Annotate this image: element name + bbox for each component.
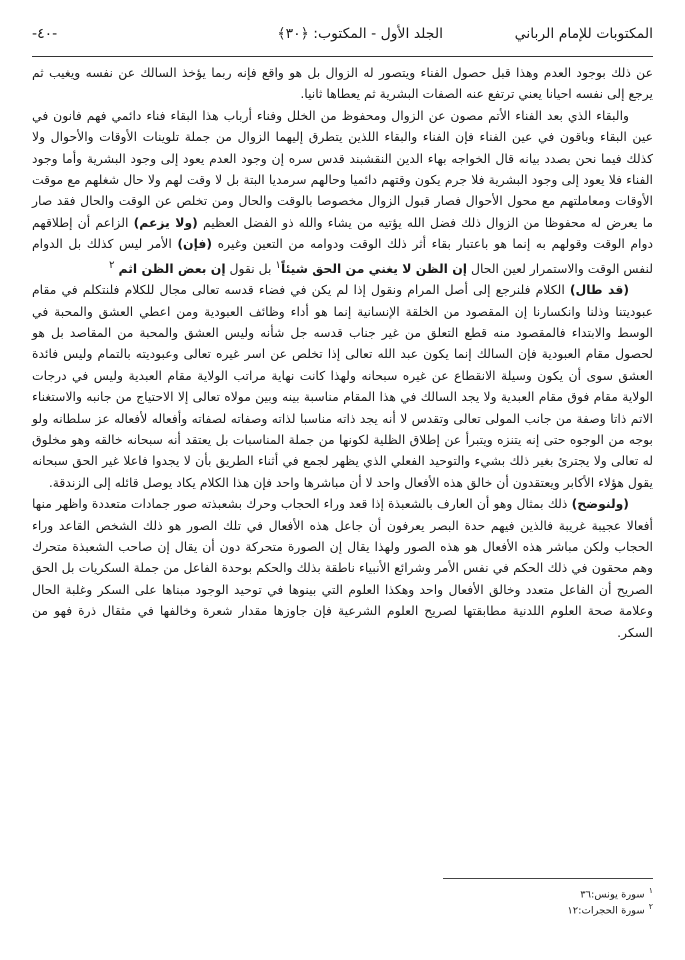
footnote-ref-1: ١ xyxy=(275,258,281,271)
page-header xyxy=(32,22,653,52)
footnote-2: $^٢$سورة الحجرات:١٢ xyxy=(567,902,653,917)
volume-letter: الجلد الأول - المكتوب: ﴿٣٠﴾ xyxy=(277,26,443,42)
book-title: المكتوبات للإمام الرباني xyxy=(514,26,653,42)
footnote-1: $^١$سورة يونس:٣٦ xyxy=(580,886,653,901)
page-number: -٤٠- xyxy=(32,26,58,42)
paragraph-1: عن ذلك بوجود العدم وهذا قبل حصول الفناء ويتصور له الزوال بل هو واقع فإنه ربما يؤخذ السالك عن نفسه ويغيب ثم يرجع إلى نفسه احيانا يعني ترتفع عنه الصفات البشرية ثم يعطاها ثانيا. xyxy=(32,65,653,102)
paragraph-2: والبقاء الذي بعد الفناء الأتم مصون عن الزوال ومحفوظ من الخلل وفناء أرباب هذا البقاء فناء دائمي فهم فانون في عين البقاء وباقون في عين الفناء فإن الفناء والبقاء اللذين يتطرق إليهما الزوال من جملة تلوينات الأوقات والأحوال ولا كذلك فيما نحن بصدد بيانه قال الخواجه بهاء الدين النقشبند قدس سره إن وجود العدم يعود إلى وجود البشرية وأما وجود الفناء فلا يعود إلى وجود البشرية فلا جرم يكون وقتهم دائميا وحالهم سرمديا البتة بل لا وقت لهم ولا حال شغلهم مع موقت الأوقات ومعاملتهم مع محول الأحوال فصار قبول الزوال مخصوصا بالوقت والحال ومن تخلص عن الوقت والحال فقد صار ما يعرض له محفوظا من الزوال ذلك فضل الله يؤتيه من يشاء والله ذو الفضل العظيم (ولا يزعم) الزاعم أن إطلاقهم دوام الوقت وقولهم به إنما هو باعتبار بقاء أثر ذلك الوقت ودوامه من التعين وغيره (فإن) الأمر ليس كذلك بل الدوام لنفس الوقت والاستمرار لعين الحال إن الظن لا يغني من الحق شيئاً$^١$ بل نقول إن بعض الظن اثم $^٢$ xyxy=(32,107,653,276)
paragraph-3: (قد طال) الكلام فلنرجع إلى أصل المرام ونقول إذا لم يكن في فضاء قدسه تعالى مجال للكلام فلنتكلم في مقام عبوديتنا وذلنا وانكسارنا إن المقصود من الخلقة الإنسانية إنما هو أداء وظائف العبودية ومن اعطي العشق والمحبة في الوسط والابتداء فالمقصود منه قطع التعلق من غير جناب قدسه جل شأنه وليس العشق والمحبة من المقاصد بل هو لحصول مقام العبودية فإن السالك إنما يكون عبد الله تعالى إذا تخلص عن اسر غيره تعالى وعبوديته بالتمام وليس فائدة العشق سوى أن يكون وسيلة الانقطاع عن غيره سبحانه ولهذا كانت نهاية مراتب الولاية مقام العبدية وليس في درجات الولاية مقام فوق مقام العبدية ولا يجد السالك في هذا المقام مناسبة بينه وبين مولاه تعالى إلا الاحتياج من جانبه والاستغناء الاتم ذاتا وصفة من جانب المولى تعالى وتقدس لا أنه يجد ذاته مناسبا لذاته وصفاته لصفاته وأفعاله لأفعاله عز سلطانه ولو بوجه من الوجوه حتى إنه يتنزه ويتبرأ عن إطلاق الظلية لكونها من جملة المناسبات بل يعتقد أنه سبحانه خالقه وهو مخلوق له تعالى ولا يجترئ بغير ذلك بشيء والتوحيد الفعلي الذي يظهر لجمع في أثناء الطريق بأن لا يجدوا فاعلا غير الحق سبحانه يقول هؤلاء الأكابر ويعتقدون أن خالق هذه الأفعال واحد لا أن مباشرها واحد فإن هذا الكلام يكاد يوصل قائله إلى الزندقة. xyxy=(32,282,653,490)
footnote-divider xyxy=(443,878,653,879)
body-text xyxy=(32,62,653,643)
footnote-ref-2: ٢ xyxy=(109,258,115,271)
paragraph-4: (ولنوضح) ذلك بمثال وهو أن العارف بالشعبذة إذا قعد وراء الحجاب وحرك بشعبذته صور جمادات متعددة واظهر منها أفعالا عجيبة غريبة فالذين فيهم حدة البصر يعرفون أن جاعل هذه الأفعال في تلك الصور هو ذلك الشخص القاعد وراء الحجاب ولكن مباشر هذه الأفعال هو هذه الصور ولهذا يقال إن الصورة متحركة دون أن يقال إن صاحب الشعبذة متحرك وهم محقون في ذلك الحكم في نفس الأمر وشرائع الأنبياء ناطقة بذلك والحكم بوحدة الفاعل من جملة السكريات بل الحق الصريح أن الفاعل متعدد وخالق الأفعال واحد وهكذا العلوم التي بينوها في توحيد الوجود مبناها على السكر وغلبة الحال وعلامة صحة العلوم اللدنية مطابقتها لصريح العلوم الشرعية فإن جاوزها مقدار شعرة وخالفها في مثقال ذرة فهو من السكر. xyxy=(32,496,653,640)
header-divider xyxy=(32,56,653,57)
